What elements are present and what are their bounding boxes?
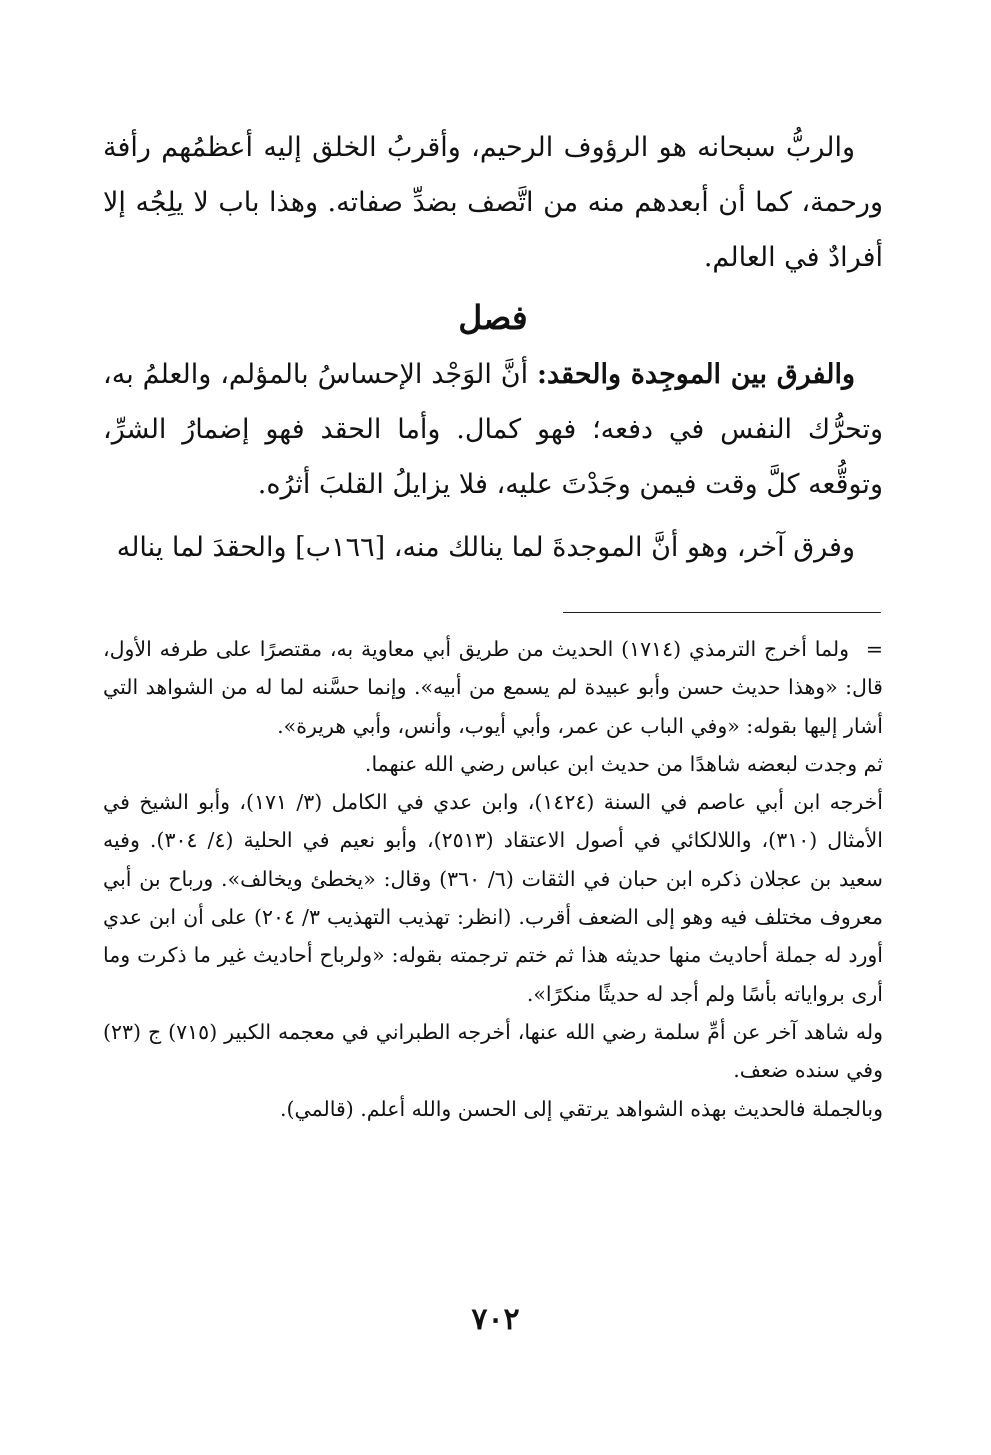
footnote-paragraph: [103, 630, 883, 745]
footnotes: [103, 630, 883, 1128]
footnote-paragraph: وبالجملة فالحديث بهذه الشواهد يرتقي إلى الحسن والله أعلم. (قالمي).: [280, 1096, 883, 1121]
paragraph-2-body: أنَّ الوَجْد الإحساسُ بالمؤلم، والعلمُ به، وتحرُّك النفس في دفعه؛ فهو كمال. وأما الحقد فهو إضمارُ الشرِّ، وتوقُّعه كلَّ وقت فيمن وجَدْتَ عليه، فلا يزايلُ القلبَ أثرُه.: [103, 359, 883, 500]
footnote-paragraph: ثم وجدت لبعضه شاهدًا من حديث ابن عباس رضي الله عنهما.: [364, 751, 883, 776]
paragraph-2-lead: والفرق بين الموجِدة والحقد:: [537, 359, 855, 390]
paragraph-1: والربُّ سبحانه هو الرؤوف الرحيم، وأقربُ الخلق إليه أعظمُهم رأفة ورحمة، كما أن أبعدهم منه من اتَّصف بضدِّ صفاته. وهذا باب لا يلِجُه إلا أفرادٌ في العالم.: [103, 132, 883, 273]
footnote-paragraph: أخرجه ابن أبي عاصم في السنة (١٤٢٤)، وابن عدي في الكامل (٣/ ١٧١)، وأبو الشيخ في الأمثال (٣١٠)، واللالكائي في أصول الاعتقاد (٢٥١٣)، وأبو نعيم في الحلية (٤/ ٣٠٤). وفيه سعيد بن عجلان ذكره ابن حبان في الثقات (٦/ ٣٦٠) وقال: «يخطئ ويخالف». ورباح بن أبي معروف مختلف فيه وهو إلى الضعف أقرب. (انظر: تهذيب التهذيب ٣/ ٢٠٤) على أن ابن عدي أورد له جملة أحاديث منها حديثه هذا ثم ختم ترجمته بقوله: «ولرباح أحاديث غير ما ذكرت وما أرى برواياته بأسًا ولم أجد له حديثًا منكرًا».: [103, 790, 883, 1006]
footnote-text: ولما أخرج الترمذي (١٧١٤) الحديث من طريق أبي معاوية به، مقتصرًا على طرفه الأول، قال: «وهذا حديث حسن وأبو عبيدة لم يسمع من أبيه». وإنما حسَّنه لما له من الشواهد التي أشار إليها بقوله: «وفي الباب عن عمر، وأبي أيوب، وأنس، وأبي هريرة».: [103, 637, 883, 738]
page-number: ٧٠٢: [471, 1302, 520, 1337]
paragraph-3: وفرق آخر، وهو أنَّ الموجدةَ لما ينالك منه، [١٦٦ب] والحقدَ لما يناله: [116, 532, 855, 563]
main-text: [103, 120, 883, 575]
continuation-mark: =: [865, 637, 883, 661]
section-heading: فصل: [458, 298, 528, 337]
paragraph-2: [103, 347, 883, 512]
footnote-paragraph: وله شاهد آخر عن أمِّ سلمة رضي الله عنها، أخرجه الطبراني في معجمه الكبير (٧١٥) ج (٢٣) وفي سنده ضعف.: [103, 1019, 883, 1083]
footnote-divider: [563, 612, 881, 613]
